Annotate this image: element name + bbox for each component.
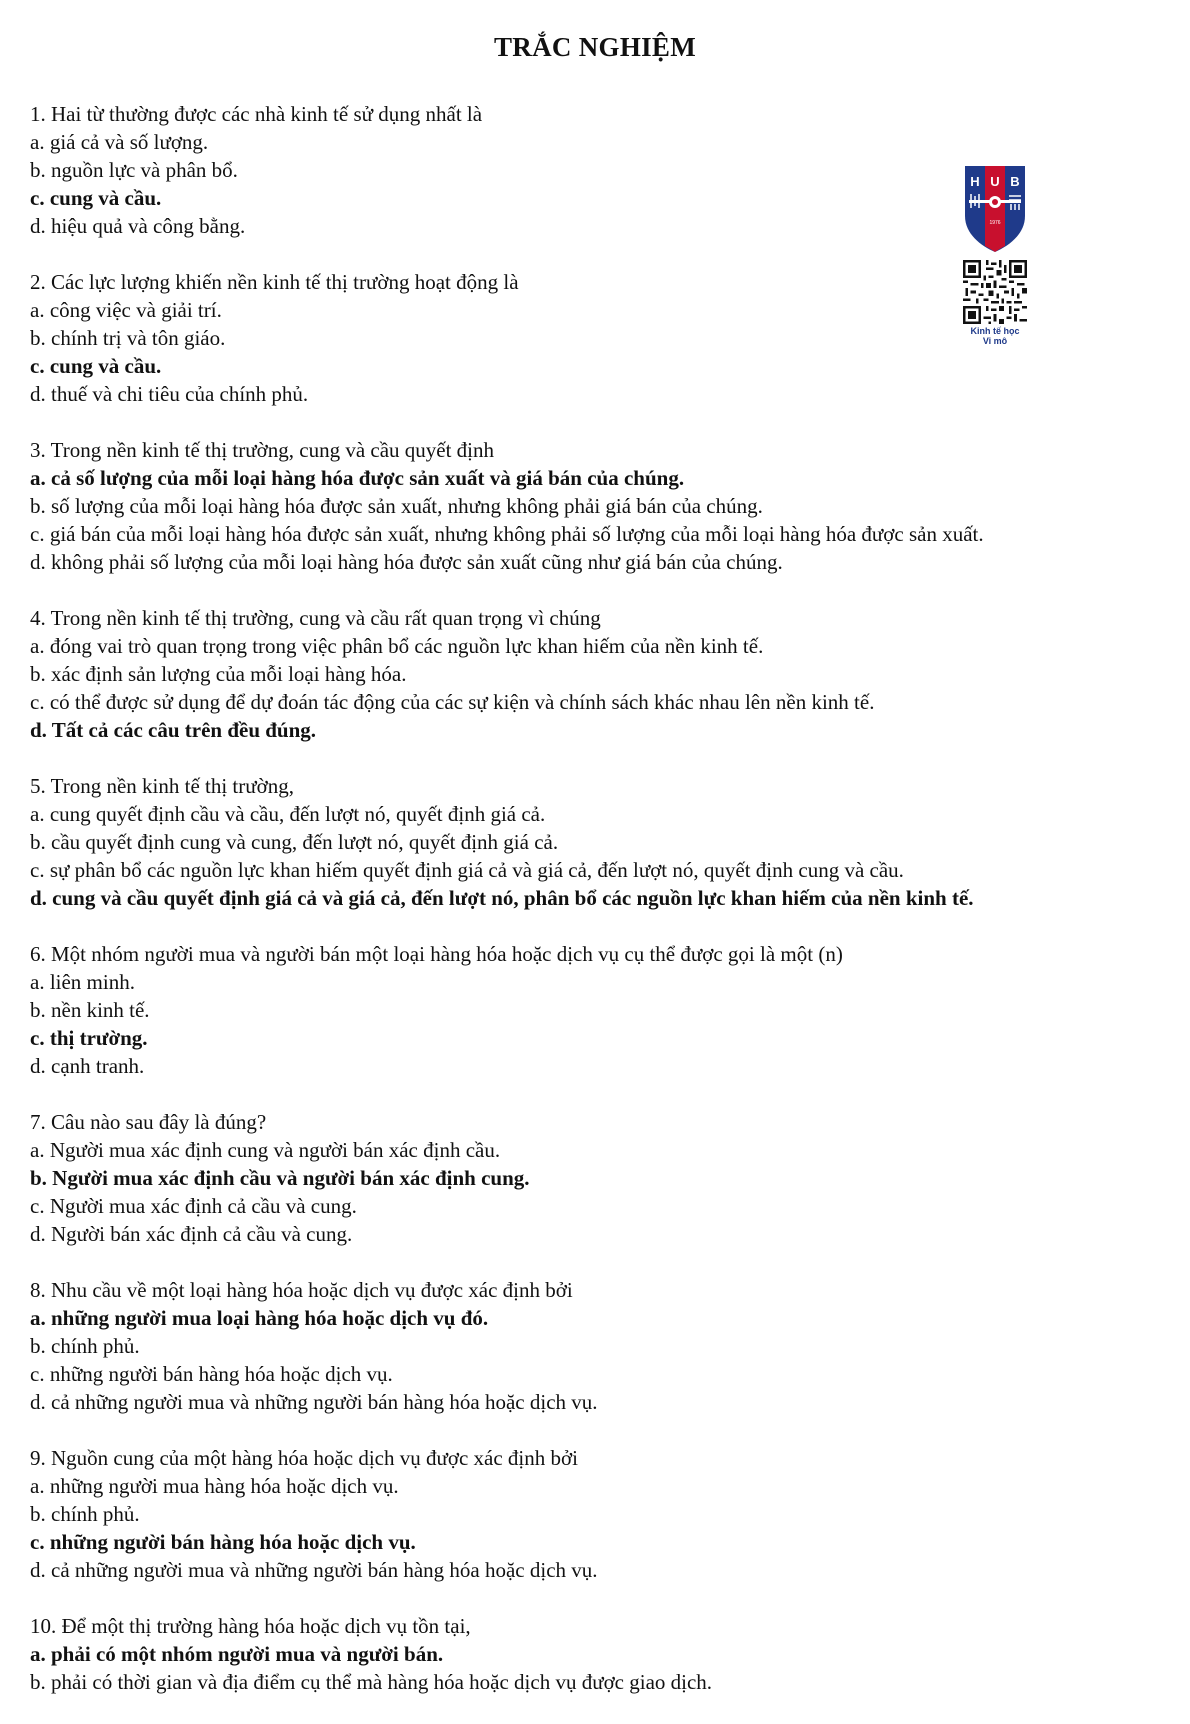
answer-option: d. cả những người mua và những người bán hàng hóa hoặc dịch vụ. bbox=[30, 1390, 598, 1414]
question-stem: 8. Nhu cầu về một loại hàng hóa hoặc dịch vụ được xác định bởi bbox=[30, 1278, 573, 1302]
question-block bbox=[30, 1612, 1170, 1696]
question-block bbox=[30, 772, 1170, 912]
logo-caption-line2: Vi mô bbox=[982, 336, 1008, 346]
answer-option: a. cung quyết định cầu và cầu, đến lượt nó, quyết định giá cả. bbox=[30, 802, 546, 826]
logo-caption-line1: Kinh tế học bbox=[970, 326, 1020, 336]
answer-option: b. chính trị và tôn giáo. bbox=[30, 326, 226, 350]
answer-option: a. Người mua xác định cung và người bán xác định cầu. bbox=[30, 1138, 501, 1162]
answer-option: a. liên minh. bbox=[30, 970, 135, 994]
answer-option: b. phải có thời gian và địa điểm cụ thể mà hàng hóa hoặc dịch vụ được giao dịch. bbox=[30, 1670, 713, 1694]
answer-option-correct: d. cung và cầu quyết định giá cả và giá cả, đến lượt nó, phân bổ các nguồn lực khan hiếm của nền kinh tế. bbox=[30, 886, 974, 910]
answer-option: d. cạnh tranh. bbox=[30, 1054, 145, 1078]
answer-option-correct: a. phải có một nhóm người mua và người bán. bbox=[30, 1642, 444, 1666]
answer-option: c. giá bán của mỗi loại hàng hóa được sản xuất, nhưng không phải số lượng của mỗi loại hàng hóa được sản xuất. bbox=[30, 522, 984, 546]
logo-caption bbox=[958, 326, 1032, 346]
answer-option: d. thuế và chi tiêu của chính phủ. bbox=[30, 382, 309, 406]
answer-option: a. giá cả và số lượng. bbox=[30, 130, 209, 154]
answer-option-correct: c. những người bán hàng hóa hoặc dịch vụ. bbox=[30, 1530, 416, 1554]
answer-option: b. xác định sản lượng của mỗi loại hàng hóa. bbox=[30, 662, 407, 686]
question-stem: 10. Để một thị trường hàng hóa hoặc dịch vụ tồn tại, bbox=[30, 1614, 471, 1638]
answer-option-correct: c. cung và cầu. bbox=[30, 186, 162, 210]
answer-option: c. những người bán hàng hóa hoặc dịch vụ. bbox=[30, 1362, 393, 1386]
logo-year: 1976 bbox=[989, 220, 1001, 226]
logo-letter-u: U bbox=[990, 174, 1000, 189]
answer-option-correct: a. cả số lượng của mỗi loại hàng hóa được sản xuất và giá bán của chúng. bbox=[30, 466, 685, 490]
page-title: TRẮC NGHIỆM bbox=[493, 32, 697, 62]
question-stem: 1. Hai từ thường được các nhà kinh tế sử dụng nhất là bbox=[30, 102, 483, 126]
logo-letter-h: H bbox=[970, 174, 980, 189]
qr-code-icon bbox=[963, 260, 1027, 324]
answer-option: d. Người bán xác định cả cầu và cung. bbox=[30, 1222, 353, 1246]
question-stem: 2. Các lực lượng khiến nền kinh tế thị trường hoạt động là bbox=[30, 270, 519, 294]
question-block bbox=[30, 436, 1170, 576]
question-block bbox=[30, 604, 1170, 744]
question-stem: 3. Trong nền kinh tế thị trường, cung và cầu quyết định bbox=[30, 438, 495, 462]
answer-option-correct: b. Người mua xác định cầu và người bán xác định cung. bbox=[30, 1166, 530, 1190]
answer-option: c. có thể được sử dụng để dự đoán tác động của các sự kiện và chính sách khác nhau lên nền kinh tế. bbox=[30, 690, 875, 714]
question-stem: 9. Nguồn cung của một hàng hóa hoặc dịch vụ được xác định bởi bbox=[30, 1446, 578, 1470]
answer-option-correct: d. Tất cả các câu trên đều đúng. bbox=[30, 718, 317, 742]
question-stem: 4. Trong nền kinh tế thị trường, cung và cầu rất quan trọng vì chúng bbox=[30, 606, 601, 630]
answer-option-correct: a. những người mua loại hàng hóa hoặc dịch vụ đó. bbox=[30, 1306, 489, 1330]
hub-logo-block bbox=[958, 162, 1032, 346]
question-block bbox=[30, 1276, 1170, 1416]
answer-option: a. những người mua hàng hóa hoặc dịch vụ. bbox=[30, 1474, 399, 1498]
answer-option-correct: c. thị trường. bbox=[30, 1026, 148, 1050]
answer-option: c. Người mua xác định cả cầu và cung. bbox=[30, 1194, 357, 1218]
answer-option-correct: c. cung và cầu. bbox=[30, 354, 162, 378]
logo-letter-b: B bbox=[1010, 174, 1020, 189]
answer-option: d. cả những người mua và những người bán hàng hóa hoặc dịch vụ. bbox=[30, 1558, 598, 1582]
answer-option: b. chính phủ. bbox=[30, 1334, 140, 1358]
question-stem: 6. Một nhóm người mua và người bán một loại hàng hóa hoặc dịch vụ cụ thể được gọi là một (n) bbox=[30, 942, 843, 966]
answer-option: a. công việc và giải trí. bbox=[30, 298, 222, 322]
answer-option: b. số lượng của mỗi loại hàng hóa được sản xuất, nhưng không phải giá bán của chúng. bbox=[30, 494, 763, 518]
question-block bbox=[30, 1108, 1170, 1248]
question-stem: 5. Trong nền kinh tế thị trường, bbox=[30, 774, 294, 798]
question-block bbox=[30, 940, 1170, 1080]
answer-option: b. cầu quyết định cung và cung, đến lượt nó, quyết định giá cả. bbox=[30, 830, 559, 854]
answer-option: d. hiệu quả và công bằng. bbox=[30, 214, 246, 238]
answer-option: b. nền kinh tế. bbox=[30, 998, 150, 1022]
answer-option: c. sự phân bổ các nguồn lực khan hiếm quyết định giá cả và giá cả, đến lượt nó, quyết định cung và cầu. bbox=[30, 858, 904, 882]
question-block bbox=[30, 1444, 1170, 1584]
answer-option: b. chính phủ. bbox=[30, 1502, 140, 1526]
answer-option: a. đóng vai trò quan trọng trong việc phân bổ các nguồn lực khan hiếm của nền kinh tế. bbox=[30, 634, 764, 658]
answer-option: d. không phải số lượng của mỗi loại hàng hóa được sản xuất cũng như giá bán của chúng. bbox=[30, 550, 783, 574]
answer-option: b. nguồn lực và phân bổ. bbox=[30, 158, 238, 182]
question-stem: 7. Câu nào sau đây là đúng? bbox=[30, 1110, 267, 1134]
hub-shield-logo bbox=[963, 162, 1027, 254]
